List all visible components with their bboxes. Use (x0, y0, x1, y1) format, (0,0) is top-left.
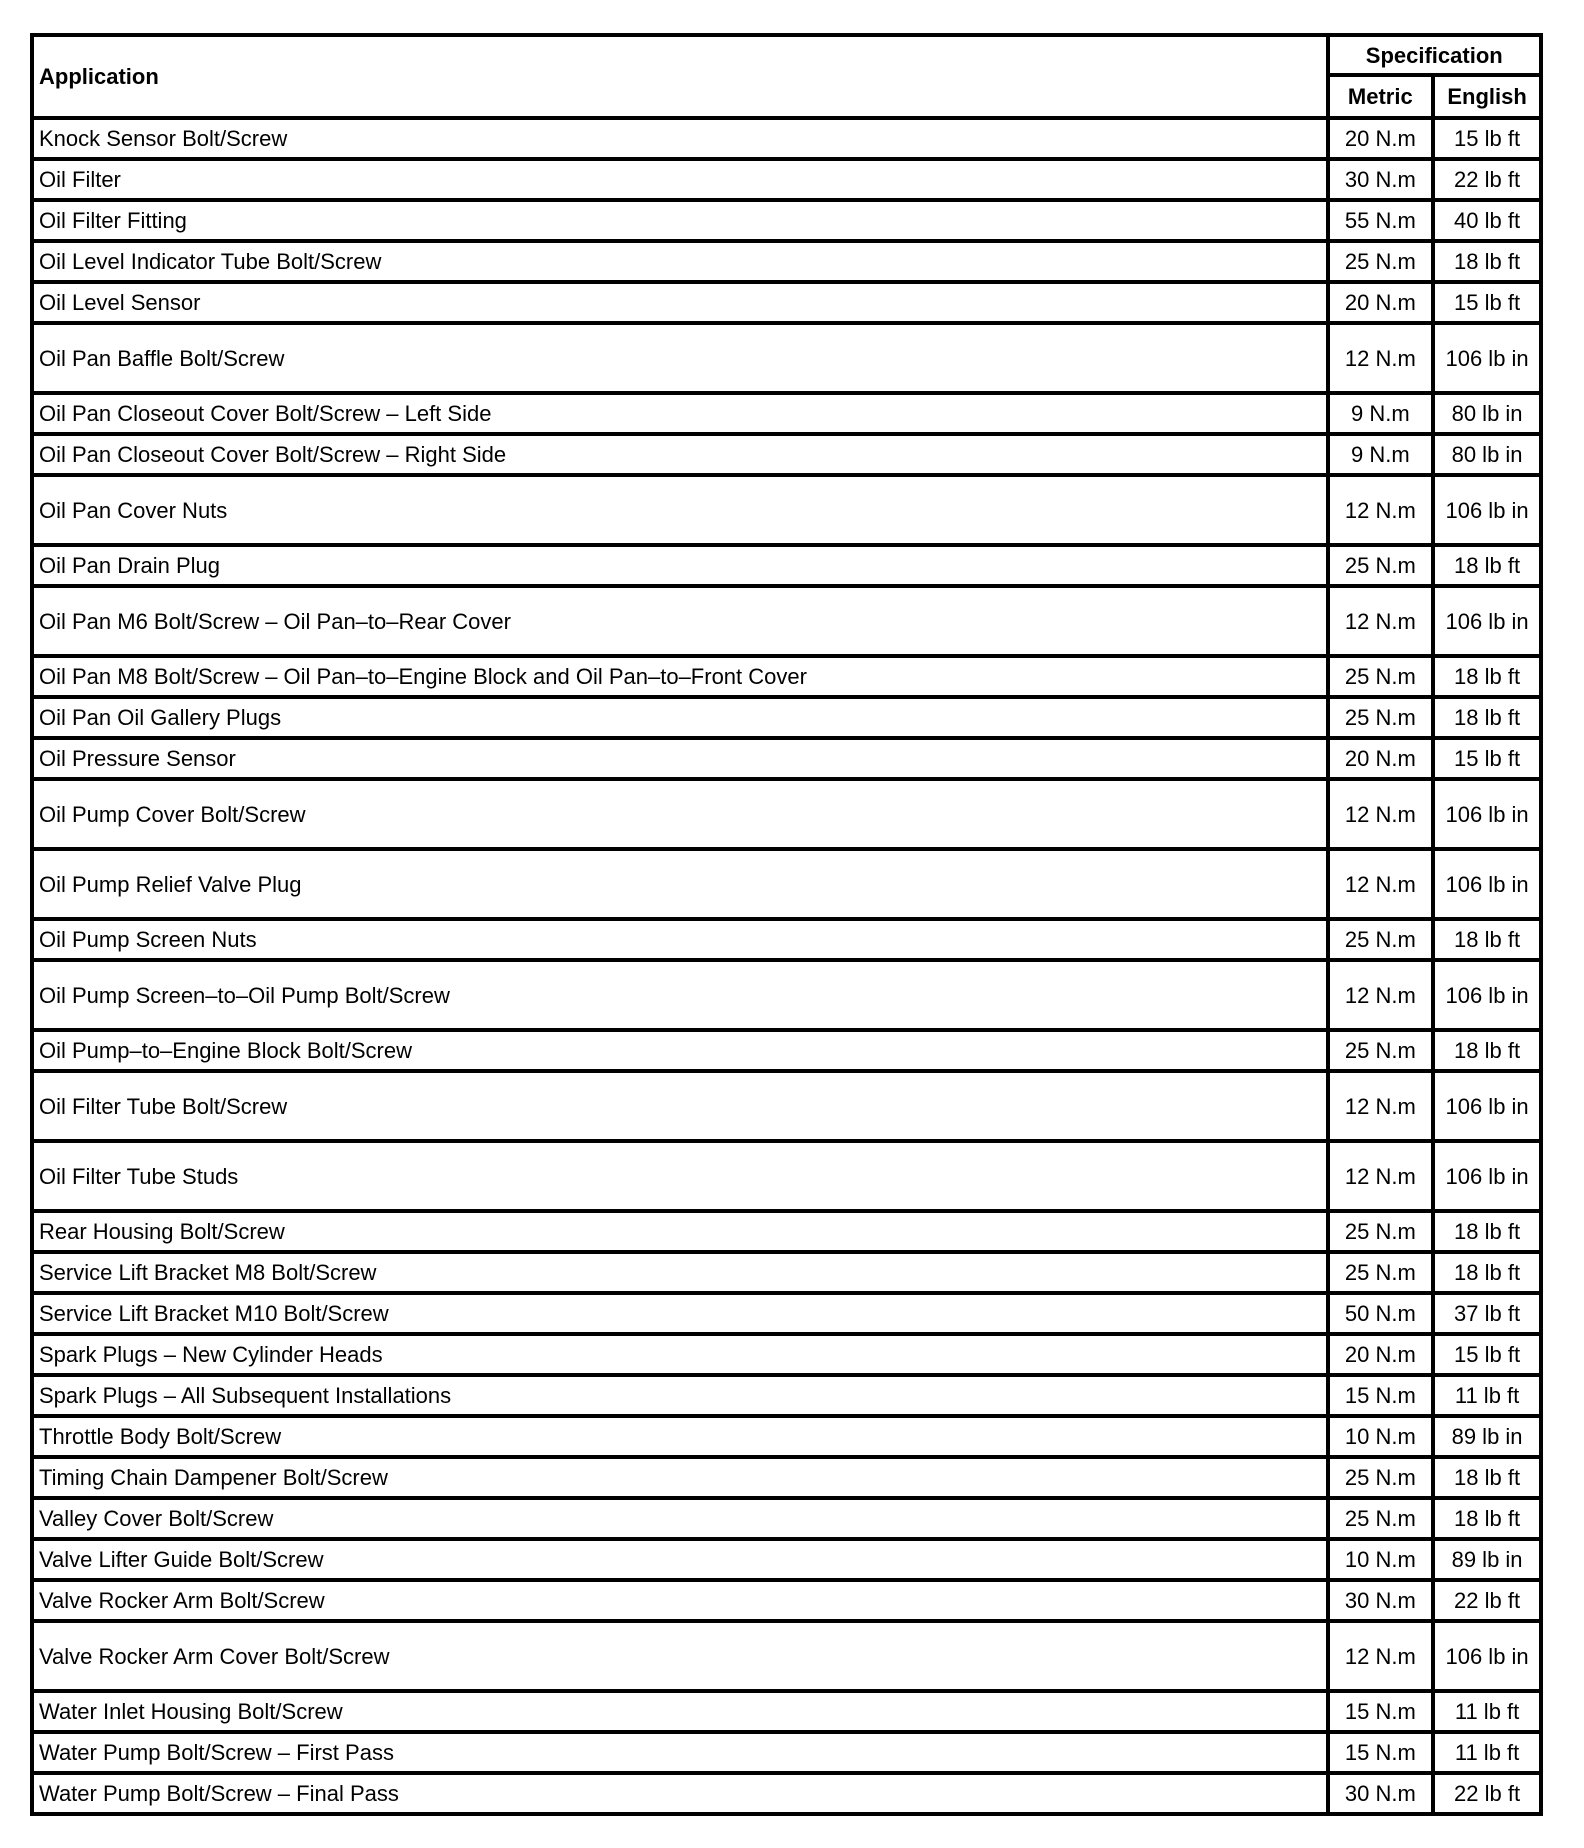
english-cell: 15 lb ft (1433, 738, 1541, 779)
table-row (32, 323, 1541, 393)
metric-cell: 25 N.m (1328, 1457, 1434, 1498)
metric-cell: 55 N.m (1328, 200, 1434, 241)
application-cell: Oil Filter Tube Studs (32, 1141, 1328, 1211)
table-row (32, 1141, 1541, 1211)
table-row (32, 282, 1541, 323)
application-cell: Oil Filter Tube Bolt/Screw (32, 1071, 1328, 1141)
english-cell: 11 lb ft (1433, 1691, 1541, 1732)
metric-cell: 20 N.m (1328, 738, 1434, 779)
english-cell: 106 lb in (1433, 475, 1541, 545)
application-cell: Oil Pump Screen Nuts (32, 919, 1328, 960)
application-cell: Service Lift Bracket M8 Bolt/Screw (32, 1252, 1328, 1293)
table-row (32, 1732, 1541, 1773)
metric-header: Metric (1328, 75, 1434, 118)
english-cell: 15 lb ft (1433, 282, 1541, 323)
english-cell: 18 lb ft (1433, 1030, 1541, 1071)
application-cell: Valve Rocker Arm Cover Bolt/Screw (32, 1621, 1328, 1691)
metric-cell: 12 N.m (1328, 779, 1434, 849)
english-cell: 18 lb ft (1433, 697, 1541, 738)
application-cell: Water Pump Bolt/Screw – Final Pass (32, 1773, 1328, 1814)
table-row (32, 779, 1541, 849)
english-cell: 22 lb ft (1433, 1773, 1541, 1814)
metric-cell: 30 N.m (1328, 1773, 1434, 1814)
table-row (32, 1773, 1541, 1814)
metric-cell: 12 N.m (1328, 475, 1434, 545)
english-cell: 106 lb in (1433, 779, 1541, 849)
table-row (32, 960, 1541, 1030)
table-row (32, 1621, 1541, 1691)
metric-cell: 30 N.m (1328, 159, 1434, 200)
metric-cell: 12 N.m (1328, 849, 1434, 919)
table-row (32, 849, 1541, 919)
english-cell: 106 lb in (1433, 1141, 1541, 1211)
english-cell: 37 lb ft (1433, 1293, 1541, 1334)
specification-header: Specification (1328, 35, 1542, 75)
english-header: English (1433, 75, 1541, 118)
application-cell: Water Inlet Housing Bolt/Screw (32, 1691, 1328, 1732)
table-row (32, 1498, 1541, 1539)
application-cell: Oil Pan Closeout Cover Bolt/Screw – Right Side (32, 434, 1328, 475)
application-cell: Oil Pan Oil Gallery Plugs (32, 697, 1328, 738)
table-row (32, 118, 1541, 159)
application-cell: Oil Pan M8 Bolt/Screw – Oil Pan–to–Engine Block and Oil Pan–to–Front Cover (32, 656, 1328, 697)
metric-cell: 12 N.m (1328, 1071, 1434, 1141)
metric-cell: 30 N.m (1328, 1580, 1434, 1621)
table-row (32, 738, 1541, 779)
metric-cell: 25 N.m (1328, 241, 1434, 282)
table-row (32, 586, 1541, 656)
table-row (32, 1030, 1541, 1071)
table-row (32, 200, 1541, 241)
english-cell: 89 lb in (1433, 1416, 1541, 1457)
metric-cell: 25 N.m (1328, 1211, 1434, 1252)
english-cell: 106 lb in (1433, 960, 1541, 1030)
application-cell: Water Pump Bolt/Screw – First Pass (32, 1732, 1328, 1773)
english-cell: 106 lb in (1433, 1621, 1541, 1691)
metric-cell: 12 N.m (1328, 1141, 1434, 1211)
metric-cell: 12 N.m (1328, 1621, 1434, 1691)
application-cell: Valley Cover Bolt/Screw (32, 1498, 1328, 1539)
metric-cell: 10 N.m (1328, 1539, 1434, 1580)
application-cell: Spark Plugs – New Cylinder Heads (32, 1334, 1328, 1375)
application-header: Application (32, 35, 1328, 118)
application-cell: Oil Pump Screen–to–Oil Pump Bolt/Screw (32, 960, 1328, 1030)
table-row (32, 1457, 1541, 1498)
metric-cell: 15 N.m (1328, 1691, 1434, 1732)
application-cell: Oil Filter (32, 159, 1328, 200)
metric-cell: 12 N.m (1328, 323, 1434, 393)
english-cell: 106 lb in (1433, 1071, 1541, 1141)
application-cell: Oil Pan Drain Plug (32, 545, 1328, 586)
table-row (32, 1211, 1541, 1252)
metric-cell: 12 N.m (1328, 586, 1434, 656)
english-cell: 80 lb in (1433, 393, 1541, 434)
english-cell: 106 lb in (1433, 586, 1541, 656)
metric-cell: 9 N.m (1328, 434, 1434, 475)
metric-cell: 9 N.m (1328, 393, 1434, 434)
table-row (32, 919, 1541, 960)
application-cell: Throttle Body Bolt/Screw (32, 1416, 1328, 1457)
table-row (32, 1334, 1541, 1375)
application-cell: Rear Housing Bolt/Screw (32, 1211, 1328, 1252)
english-cell: 18 lb ft (1433, 241, 1541, 282)
table-row (32, 1539, 1541, 1580)
torque-spec-table (30, 33, 1543, 1816)
table-row (32, 475, 1541, 545)
english-cell: 22 lb ft (1433, 1580, 1541, 1621)
english-cell: 15 lb ft (1433, 1334, 1541, 1375)
metric-cell: 25 N.m (1328, 1498, 1434, 1539)
metric-cell: 15 N.m (1328, 1732, 1434, 1773)
application-cell: Oil Pump–to–Engine Block Bolt/Screw (32, 1030, 1328, 1071)
metric-cell: 20 N.m (1328, 118, 1434, 159)
english-cell: 11 lb ft (1433, 1732, 1541, 1773)
english-cell: 89 lb in (1433, 1539, 1541, 1580)
table-row (32, 1375, 1541, 1416)
application-cell: Oil Pan Baffle Bolt/Screw (32, 323, 1328, 393)
table-row (32, 1416, 1541, 1457)
english-cell: 106 lb in (1433, 849, 1541, 919)
metric-cell: 50 N.m (1328, 1293, 1434, 1334)
english-cell: 22 lb ft (1433, 159, 1541, 200)
metric-cell: 12 N.m (1328, 960, 1434, 1030)
english-cell: 18 lb ft (1433, 656, 1541, 697)
application-cell: Oil Pan M6 Bolt/Screw – Oil Pan–to–Rear Cover (32, 586, 1328, 656)
metric-cell: 15 N.m (1328, 1375, 1434, 1416)
application-cell: Oil Pump Cover Bolt/Screw (32, 779, 1328, 849)
english-cell: 18 lb ft (1433, 919, 1541, 960)
application-cell: Oil Level Indicator Tube Bolt/Screw (32, 241, 1328, 282)
table-row (32, 1691, 1541, 1732)
table-row (32, 656, 1541, 697)
metric-cell: 10 N.m (1328, 1416, 1434, 1457)
english-cell: 11 lb ft (1433, 1375, 1541, 1416)
english-cell: 18 lb ft (1433, 1457, 1541, 1498)
application-cell: Oil Level Sensor (32, 282, 1328, 323)
english-cell: 18 lb ft (1433, 1211, 1541, 1252)
application-cell: Spark Plugs – All Subsequent Installations (32, 1375, 1328, 1416)
metric-cell: 25 N.m (1328, 1030, 1434, 1071)
metric-cell: 25 N.m (1328, 919, 1434, 960)
table-row (32, 241, 1541, 282)
table-row (32, 159, 1541, 200)
application-cell: Oil Pan Cover Nuts (32, 475, 1328, 545)
metric-cell: 25 N.m (1328, 697, 1434, 738)
application-cell: Oil Filter Fitting (32, 200, 1328, 241)
table-row (32, 434, 1541, 475)
table-row (32, 545, 1541, 586)
english-cell: 106 lb in (1433, 323, 1541, 393)
english-cell: 18 lb ft (1433, 1498, 1541, 1539)
english-cell: 18 lb ft (1433, 1252, 1541, 1293)
table-row (32, 1071, 1541, 1141)
application-cell: Timing Chain Dampener Bolt/Screw (32, 1457, 1328, 1498)
metric-cell: 25 N.m (1328, 1252, 1434, 1293)
application-cell: Oil Pressure Sensor (32, 738, 1328, 779)
english-cell: 15 lb ft (1433, 118, 1541, 159)
table-row (32, 393, 1541, 434)
english-cell: 18 lb ft (1433, 545, 1541, 586)
table-row (32, 1293, 1541, 1334)
table-body (32, 118, 1541, 1814)
metric-cell: 20 N.m (1328, 282, 1434, 323)
english-cell: 80 lb in (1433, 434, 1541, 475)
table-row (32, 1580, 1541, 1621)
table-row (32, 1252, 1541, 1293)
application-cell: Oil Pan Closeout Cover Bolt/Screw – Left Side (32, 393, 1328, 434)
application-cell: Valve Rocker Arm Bolt/Screw (32, 1580, 1328, 1621)
application-cell: Knock Sensor Bolt/Screw (32, 118, 1328, 159)
table-row (32, 697, 1541, 738)
metric-cell: 25 N.m (1328, 545, 1434, 586)
application-cell: Valve Lifter Guide Bolt/Screw (32, 1539, 1328, 1580)
application-cell: Service Lift Bracket M10 Bolt/Screw (32, 1293, 1328, 1334)
english-cell: 40 lb ft (1433, 200, 1541, 241)
metric-cell: 20 N.m (1328, 1334, 1434, 1375)
application-cell: Oil Pump Relief Valve Plug (32, 849, 1328, 919)
metric-cell: 25 N.m (1328, 656, 1434, 697)
